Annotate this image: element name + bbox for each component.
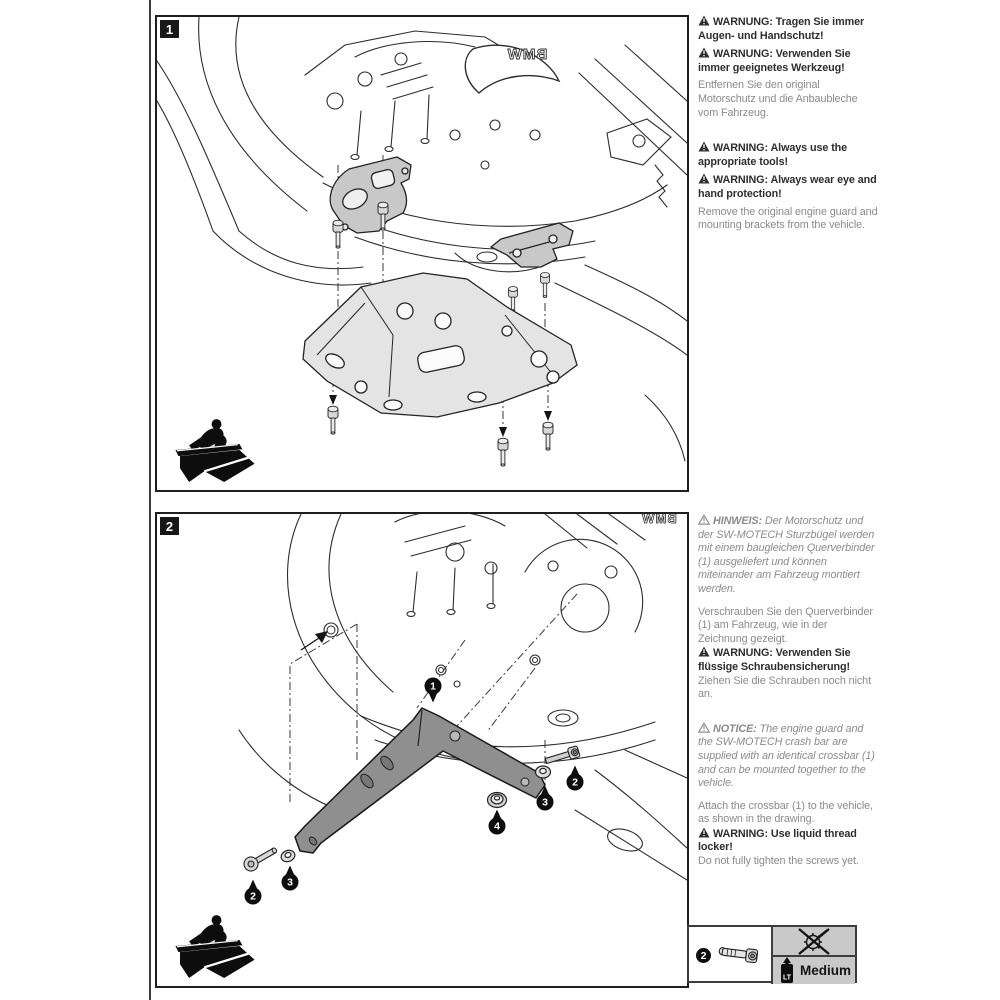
warning-triangle-icon — [698, 15, 710, 26]
warning-en-threadlock-text: WARNING: Use liquid thread locker! — [698, 827, 857, 854]
warning-de-1-text: WARNUNG: Tragen Sie immer Augen- und Handschutz! — [698, 16, 865, 42]
skid-plate — [303, 273, 577, 417]
callout-1 — [425, 678, 442, 703]
warning-triangle-icon — [698, 646, 710, 657]
svg-text:1: 1 — [430, 680, 436, 693]
notice-triangle-icon — [698, 514, 710, 525]
thread-locker-strength: Medium — [800, 963, 852, 978]
fastener-table — [687, 925, 857, 983]
part-number: 2 — [700, 949, 707, 962]
step2-body-en-2: Do not fully tighten the screws yet. — [698, 855, 859, 868]
step1-body-en: Remove the original engine guard and mounting brackets from the vehicle. — [698, 205, 878, 232]
thread-locker-cell — [773, 957, 855, 984]
warning-de-1 — [698, 15, 878, 43]
bmw-logo-text: BMW — [506, 46, 548, 63]
warning-en-1 — [698, 141, 878, 169]
part-number-badge — [696, 948, 711, 963]
crossbar — [295, 708, 545, 853]
step2-instructions — [698, 514, 878, 869]
svg-text:3: 3 — [287, 876, 293, 889]
warning-triangle-icon — [698, 827, 710, 838]
callout-4 — [489, 810, 506, 835]
warning-en-1-text: WARNING: Always use the appropriate tools! — [698, 142, 848, 168]
step2-body-de-2: Ziehen Sie die Schrauben noch nicht an. — [698, 674, 871, 701]
notice-paragraph — [698, 722, 878, 791]
thread-locker-label: LT — [782, 974, 792, 982]
svg-text:2: 2 — [572, 776, 578, 789]
notice-triangle-icon — [698, 722, 710, 733]
callout-2 — [567, 766, 584, 791]
step1-number: 1 — [165, 21, 174, 37]
no-power-tools-icon — [796, 927, 832, 955]
step1-instructions — [698, 15, 878, 233]
warning-de-2 — [698, 47, 878, 75]
callout-3b — [282, 866, 299, 891]
step1-body-de: Entfernen Sie den original Motorschutz und die Anbaubleche vom Fahrzeug. — [698, 79, 858, 119]
warning-en-2-text: WARNING: Always wear eye and hand protection! — [698, 174, 877, 200]
warning-triangle-icon — [698, 47, 710, 58]
warning-triangle-icon — [698, 173, 710, 184]
notice-label: NOTICE: — [713, 722, 757, 735]
notice-text: The engine guard and the SW-MOTECH crash bar are supplied with an identical crossbar (1) and can be mounted together to the vehicle. — [698, 722, 875, 790]
warning-de-threadlock — [698, 646, 878, 674]
step1-panel — [155, 15, 689, 492]
fastener-cell — [689, 927, 773, 984]
warning-triangle-icon — [698, 141, 710, 152]
hinweis-paragraph — [698, 514, 878, 597]
step2-body-en: Attach the crossbar (1) to the vehicle, as shown in the drawing. — [698, 799, 873, 826]
step2-number-badge — [160, 517, 179, 535]
thread-locker-bottle-icon — [779, 957, 795, 984]
svg-text:2: 2 — [250, 890, 256, 903]
cap-screw-icon — [717, 945, 765, 967]
page-edge-rule — [149, 0, 151, 1000]
language-gap — [698, 130, 878, 141]
step2-body-de: Verschrauben Sie den Querverbinder (1) am Fahrzeug, wie in der Zeichnung gezeigt. — [698, 605, 873, 645]
no-power-tools-cell — [773, 927, 855, 957]
sw-motech-rider-logo — [169, 415, 261, 485]
warning-en-2 — [698, 173, 878, 201]
svg-text:3: 3 — [542, 796, 548, 809]
warning-de-threadlock-text: WARNUNG: Verwenden Sie flüssige Schraubensicherung! — [698, 647, 851, 673]
svg-text:4: 4 — [494, 820, 500, 833]
step2-panel — [155, 512, 689, 988]
callout-2b — [245, 880, 262, 905]
step2-number: 2 — [165, 518, 174, 534]
warning-de-2-text: WARNUNG: Verwenden Sie immer geeignetes Werkzeug! — [698, 48, 851, 74]
warning-en-threadlock — [698, 827, 878, 855]
hinweis-text: Der Motorschutz und der SW-MOTECH Sturzbügel werden mit einem baugleichen Querverbinder (1) ausgeliefert und können miteinander am Fahrzeug montiert werden. — [698, 515, 875, 595]
bmw-logo-text: BMW — [641, 514, 677, 526]
step1-number-badge — [160, 20, 179, 38]
hinweis-label: HINWEIS: — [713, 515, 762, 527]
sw-motech-rider-logo — [169, 911, 261, 981]
